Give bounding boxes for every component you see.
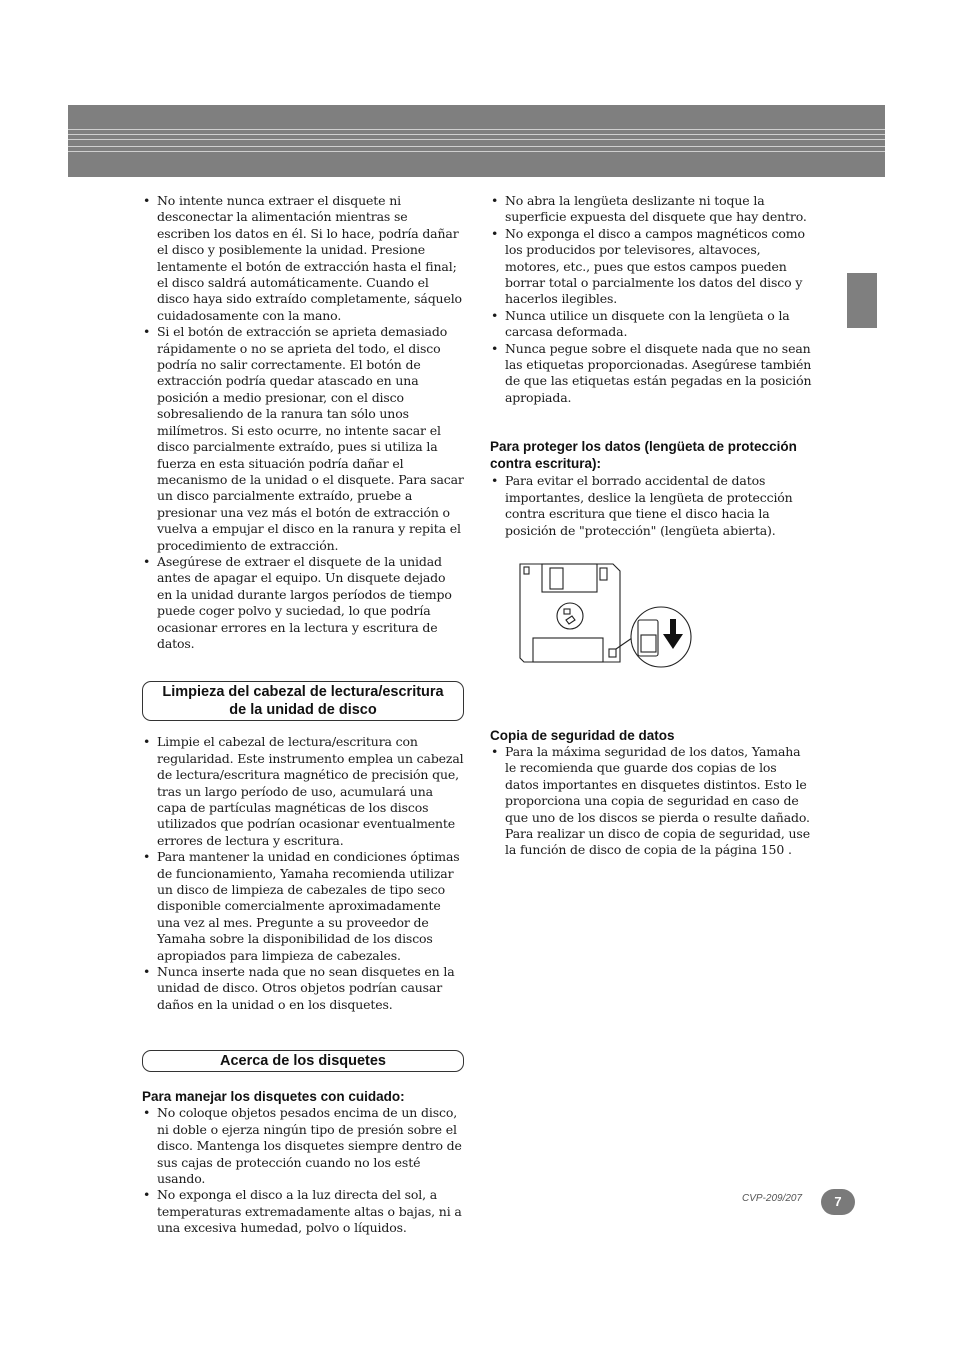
list-item <box>142 554 464 652</box>
protect-bullet-list <box>490 473 812 539</box>
bullet-icon: • <box>143 193 151 208</box>
right-column <box>490 193 812 859</box>
bullet-text: No intente nunca extraer el disquete ni desconectar la alimentación mientras se escriben los datos en él. Si lo hace, podría dañar el disco y posiblemente la unidad. Presione lentamente el botón de extracción hasta el final; el disco saldrá automáticamente. Cuando el disco haya sido extraído completamente, sáquelo cuidadosamente con la mano. <box>157 193 462 323</box>
bullet-text: Nunca inserte nada que no sean disquetes en la unidad de disco. Otros objetos podrían causar daños en la unidad o en los disquetes. <box>157 964 455 1012</box>
bullet-text: Si el botón de extracción se aprieta demasiado rápidamente o no se aprieta del todo, el disco podría no salir correctamente. El botón de extracción podría quedar atascado en una posición a medio presionar, con el disco sobresaliendo de la ranura tan sólo unos milímetros. Si esto ocurre, no intente sacar el disco parcialmente extraído, pues si utiliza la fuerza en esta situación podría dañar el mecanismo de la unidad o el disquete. Para sacar un disco parcialmente extraído, pruebe a presionar una vez más el botón de extracción o vuelva a empujar el disco en la ranura y repita el procedimiento de extracción. <box>157 324 464 553</box>
list-item <box>490 308 812 341</box>
floppy-disk-icon <box>516 558 696 670</box>
section-side-tab <box>847 273 877 328</box>
handling-bullet-list <box>142 1105 464 1236</box>
bullet-text: No exponga el disco a la luz directa del sol, a temperaturas extremadamente altas o bajas, ni a una excesiva humedad, polvo o líquidos. <box>157 1187 462 1236</box>
backup-subheading: Copia de seguridad de datos <box>490 727 675 743</box>
left-column <box>142 193 464 1237</box>
backup-bullet-list <box>490 744 812 859</box>
cleaning-heading: Limpieza del cabezal de lectura/escritura de la unidad de disco <box>142 681 464 721</box>
bullet-icon: • <box>143 849 151 865</box>
bullet-icon: • <box>143 324 151 340</box>
bullet-icon: • <box>143 1105 151 1121</box>
list-item <box>142 964 464 1013</box>
bullet-icon: • <box>491 193 499 208</box>
list-item <box>142 324 464 554</box>
list-item <box>490 744 812 859</box>
model-name: CVP-209/207 <box>742 1193 803 1204</box>
bullet-icon: • <box>491 225 499 241</box>
bullet-text: Para mantener la unidad en condiciones óptimas de funcionamiento, Yamaha recomienda utilizar un disco de limpieza de cabezales de tipo seco disponible comercialmente aproximadamente una vez al mes. Pregunte a su proveedor de Yamaha sobre la disponibilidad de los discos apropiados para limpieza de cabezales. <box>157 849 460 963</box>
bullet-icon: • <box>491 340 499 356</box>
header-stripe <box>68 134 885 135</box>
bullet-text: No coloque objetos pesados encima de un disco, ni doble o ejerza ningún tipo de presión sobre el disco. Mantenga los disquetes siempre dentro de sus cajas de protección cuando no los esté usando. <box>157 1105 462 1186</box>
list-item <box>142 1105 464 1187</box>
bullet-text: Para evitar el borrado accidental de datos importantes, deslice la lengüeta de protección contra escritura que tiene el disco hacia la posición de "protección" (lengüeta abierta). <box>505 473 793 538</box>
bullet-text: No exponga el disco a campos magnéticos como los producidos por televisores, altavoces, motores, etc., pues que estos campos pueden borrar total o parcialmente los datos del disco y hacerlos ilegibles. <box>505 225 805 307</box>
protect-subheading: Para proteger los datos (lengüeta de protección contra escritura): <box>490 439 797 472</box>
list-item <box>142 193 464 324</box>
bullet-text: No abra la lengüeta deslizante ni toque la superficie expuesta del disquete que hay dentro. <box>505 193 807 225</box>
bullet-icon: • <box>491 307 499 323</box>
bullet-icon: • <box>143 1187 151 1203</box>
list-item <box>142 849 464 964</box>
header-stripe <box>68 129 885 130</box>
floppy-disk-illustration <box>516 558 696 670</box>
intro-bullet-list <box>142 193 464 652</box>
bullet-text: Para la máxima seguridad de los datos, Yamaha le recomienda que guarde dos copias de los datos importantes en disquetes distintos. Esto le proporciona una copia de seguridad en caso de que uno de los discos se pierda o resulte dañado. Para realizar un disco de copia de seguridad, use la función de disco de copia de la página 150 . <box>505 743 810 858</box>
list-item <box>142 1187 464 1236</box>
bullet-text: Asegúrese de extraer el disquete de la unidad antes de apagar el equipo. Un disquete dejado en la unidad durante largos períodos de tiempo puede coger polvo y suciedad, lo que podría ocasionar errores en la lectura y escritura de datos. <box>157 553 452 651</box>
bullet-icon: • <box>143 964 151 980</box>
header-stripe <box>68 151 885 152</box>
header-band <box>68 105 885 177</box>
list-item <box>142 734 464 849</box>
bullet-icon: • <box>491 743 499 759</box>
bullet-icon: • <box>143 553 151 569</box>
cleaning-bullet-list <box>142 734 464 1013</box>
handling-subheading: Para manejar los disquetes con cuidado: <box>142 1089 405 1105</box>
about-disks-heading: Acerca de los disquetes <box>142 1050 464 1072</box>
page-number-badge: 7 <box>821 1189 855 1215</box>
list-item <box>490 341 812 407</box>
list-item <box>490 226 812 308</box>
bullet-text: Nunca pegue sobre el disquete nada que no sean las etiquetas proporcionadas. Asegúrese también de que las etiquetas están pegadas en la posición apropiada. <box>505 340 812 405</box>
list-item <box>490 193 812 226</box>
header-stripe <box>68 146 885 147</box>
list-item <box>490 473 812 539</box>
bullet-text: Limpie el cabezal de lectura/escritura con regularidad. Este instrumento emplea un cabezal de lectura/escritura magnético de precisión que, tras un largo período de uso, acumulará una capa de partículas magnéticas de los discos utilizados que podrían ocasionar eventualmente errores de lectura y escritura. <box>157 734 464 848</box>
bullet-icon: • <box>491 473 499 489</box>
header-stripe <box>68 139 885 140</box>
bullet-text: Nunca utilice un disquete con la lengüeta o la carcasa deformada. <box>505 307 790 340</box>
bullet-icon: • <box>143 734 151 750</box>
handling-bullet-list-continued <box>490 193 812 406</box>
